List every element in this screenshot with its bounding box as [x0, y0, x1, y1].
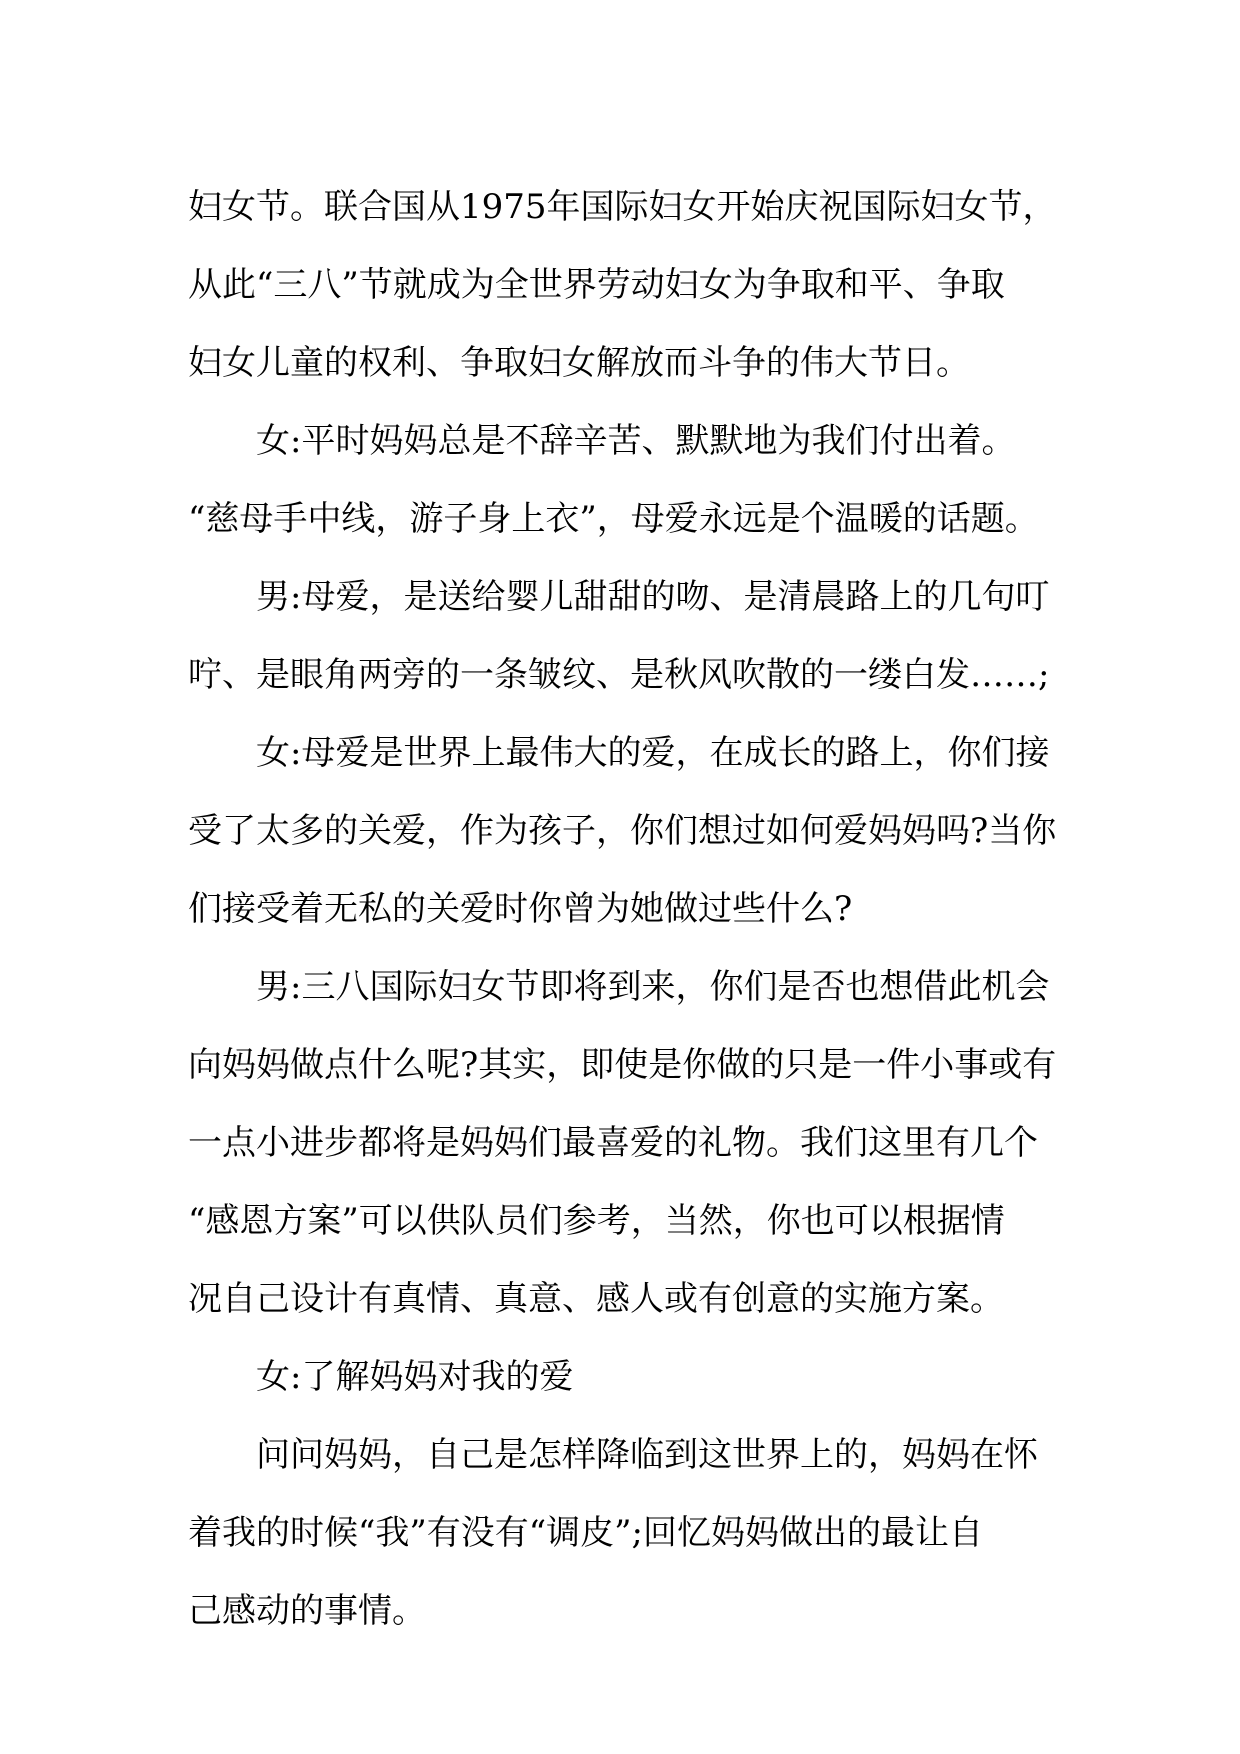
- text-line: 向妈妈做点什么呢?其实，即使是你做的只是一件小事或有: [188, 1045, 1057, 1085]
- text-line: 己感动的事情。: [188, 1591, 426, 1631]
- text-line: 妇女节。联合国从1975年国际妇女开始庆祝国际妇女节，: [188, 187, 1057, 227]
- text-line: 着我的时候“我”有没有“调皮”;回忆妈妈做出的最让自: [188, 1513, 983, 1553]
- text-line: 况自己设计有真情、真意、感人或有创意的实施方案。: [188, 1279, 1004, 1319]
- text-line: 女:母爱是世界上最伟大的爱，在成长的路上，你们接: [256, 733, 1050, 773]
- text-line: 女:平时妈妈总是不辞辛苦、默默地为我们付出着。: [256, 421, 1016, 461]
- text-line: 从此“三八”节就成为全世界劳动妇女为争取和平、争取: [188, 265, 1005, 305]
- document-body: [188, 168, 1057, 1650]
- text-line: 女:了解妈妈对我的爱: [256, 1357, 574, 1397]
- text-line: “感恩方案”可以供队员们参考，当然，你也可以根据情: [188, 1201, 1005, 1241]
- text-line: “慈母手中线，游子身上衣”，母爱永远是个温暖的话题。: [188, 499, 1039, 539]
- text-line: 受了太多的关爱，作为孩子，你们想过如何爱妈妈吗?当你: [188, 811, 1057, 851]
- text-line: 问问妈妈，自己是怎样降临到这世界上的，妈妈在怀: [256, 1435, 1038, 1475]
- text-line: 男:母爱，是送给婴儿甜甜的吻、是清晨路上的几句叮: [256, 577, 1050, 617]
- text-line: 一点小进步都将是妈妈们最喜爱的礼物。我们这里有几个: [188, 1123, 1038, 1163]
- text-line: 们接受着无私的关爱时你曾为她做过些什么?: [188, 889, 853, 929]
- text-line: 咛、是眼角两旁的一条皱纹、是秋风吹散的一缕白发……;: [188, 655, 1050, 695]
- text-line: 妇女儿童的权利、争取妇女解放而斗争的伟大节日。: [188, 343, 970, 383]
- text-line: 男:三八国际妇女节即将到来，你们是否也想借此机会: [256, 967, 1050, 1007]
